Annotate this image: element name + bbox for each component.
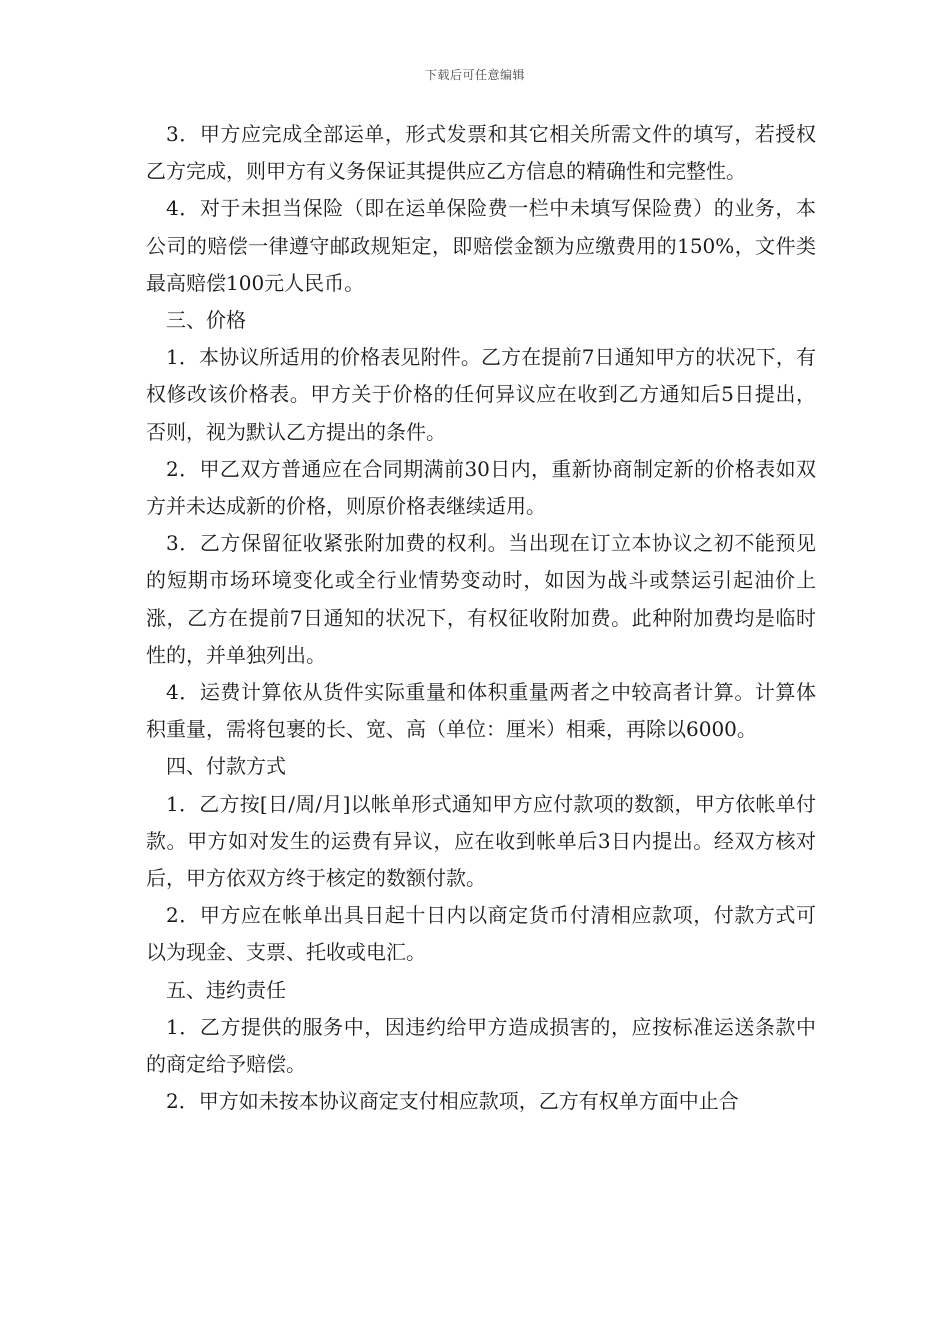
clause-3-forms: 3．甲方应完成全部运单，形式发票和其它相关所需文件的填写，若授权乙方完成，则甲方有义务保证其提供应乙方信息的精确性和完整性。: [146, 122, 816, 184]
price-clause-4: 4．运费计算依从货件实际重量和体积重量两者之中较高者计算。计算体积重量，需将包裹的长、宽、高（单位：厘米）相乘，再除以6000。: [146, 680, 816, 742]
page-header: 下载后可任意编辑: [424, 68, 525, 82]
payment-clause-2: 2．甲方应在帐单出具日起十日内以商定货币付清相应款项，付款方式可以为现金、支票、托收或电汇。: [146, 903, 816, 965]
price-clause-1: 1．本协议所适用的价格表见附件。乙方在提前7日通知甲方的状况下，有权修改该价格表。甲方关于价格的任何异议应在收到乙方通知后5日提出，否则，视为默认乙方提出的条件。: [146, 345, 816, 444]
liability-clause-1: 1．乙方提供的服务中，因违约给甲方造成损害的，应按标准运送条款中的商定给予赔偿。: [146, 1014, 816, 1077]
payment-clause-1: 1．乙方按[日/周/月]以帐单形式通知甲方应付款项的数额，甲方依帐单付款。甲方如对发生的运费有异议，应在收到帐单后3日内提出。经双方核对后，甲方依双方终于核定的数额付款。: [146, 791, 816, 891]
price-clause-2: 2．甲乙双方普通应在合同期满前30日内，重新协商制定新的价格表如双方并未达成新的价格，则原价格表继续适用。: [146, 456, 816, 519]
liability-clause-2: 2．甲方如未按本协议商定支付相应款项，乙方有权单方面中止合: [166, 1089, 739, 1114]
section-heading-liability: 五、违约责任: [166, 977, 286, 1002]
document-body: [146, 116, 816, 1120]
price-clause-3: 3．乙方保留征收紧张附加费的权利。当出现在订立本协议之初不能预见的短期市场环境变化或全行业情势变动时，如因为战斗或禁运引起油价上涨，乙方在提前7日通知的状况下，有权征收附加费。此种附加费均是临时性的，并单独列出。: [146, 531, 816, 667]
clause-4-insurance: 4．对于未担当保险（即在运单保险费一栏中未填写保险费）的业务，本公司的赔偿一律遵守邮政规矩定，即赔偿金额为应缴费用的150%，文件类最高赔偿100元人民币。: [146, 196, 816, 295]
section-heading-payment: 四、付款方式: [166, 754, 286, 779]
section-heading-price: 三、价格: [166, 308, 246, 333]
